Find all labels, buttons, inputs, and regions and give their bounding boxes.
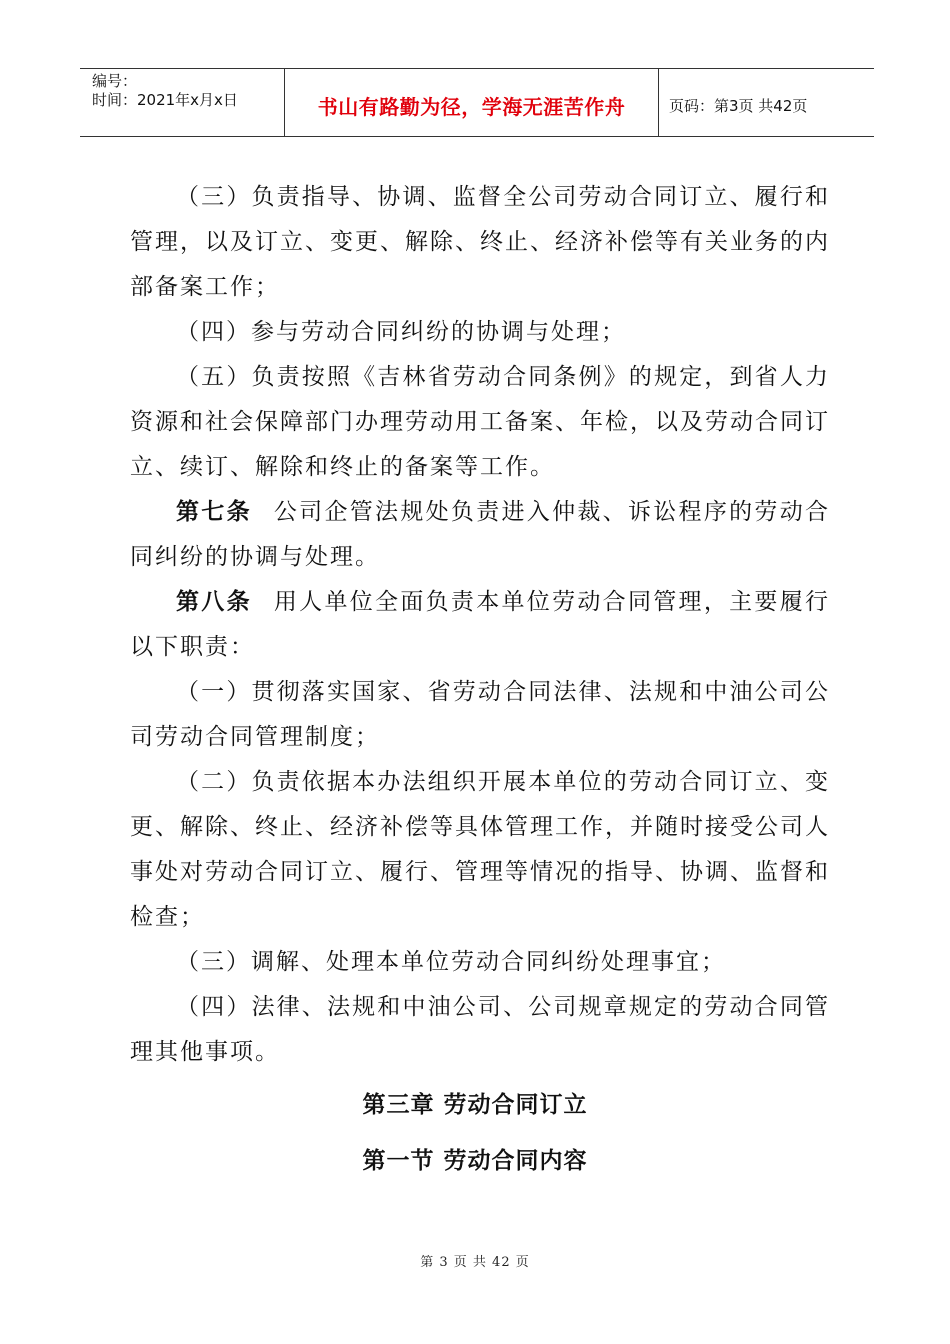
paragraph: （一）贯彻落实国家、省劳动合同法律、法规和中油公司公司劳动合同管理制度； [130, 679, 830, 750]
header-page-info: 页码：第3页 共42页 [669, 97, 808, 115]
paragraph: （三）调解、处理本单位劳动合同纠纷处理事宜； [176, 949, 726, 975]
page-footer: 第 3 页 共 42 页 [420, 1255, 530, 1270]
article-paragraph: 第七条 公司企管法规处负责进入仲裁、诉讼程序的劳动合同纠纷的协调与处理。 [130, 499, 830, 570]
number-label: 编号： [92, 72, 138, 90]
article-number: 第八条 [176, 589, 252, 615]
paragraph: （五）负责按照《吉林省劳动合同条例》的规定，到省人力资源和社会保障部门办理劳动用工备案、年检，以及劳动合同订立、续订、解除和终止的备案等工作。 [130, 364, 830, 480]
paragraph: （四）参与劳动合同纠纷的协调与处理； [176, 319, 626, 345]
article-number: 第七条 [176, 499, 252, 525]
time-label: 时间：2021年x月x日 [92, 91, 238, 109]
section-title: 第一节 劳动合同内容 [362, 1148, 588, 1174]
paragraph: （三）负责指导、协调、监督全公司劳动合同订立、履行和管理，以及订立、变更、解除、终止、经济补偿等有关业务的内部备案工作； [130, 184, 830, 300]
article-paragraph: 第八条 用人单位全面负责本单位劳动合同管理，主要履行以下职责： [130, 589, 830, 660]
header-motto: 书山有路勤为径，学海无涯苦作舟 [285, 69, 659, 136]
document-body [130, 175, 830, 1075]
page-header [80, 68, 874, 137]
paragraph: （四）法律、法规和中油公司、公司规章规定的劳动合同管理其他事项。 [130, 994, 830, 1065]
header-meta [80, 69, 285, 136]
paragraph: （二）负责依据本办法组织开展本单位的劳动合同订立、变更、解除、终止、经济补偿等具体管理工作，并随时接受公司人事处对劳动合同订立、履行、管理等情况的指导、协调、监督和检查； [130, 769, 830, 930]
chapter-title: 第三章 劳动合同订立 [362, 1092, 588, 1118]
